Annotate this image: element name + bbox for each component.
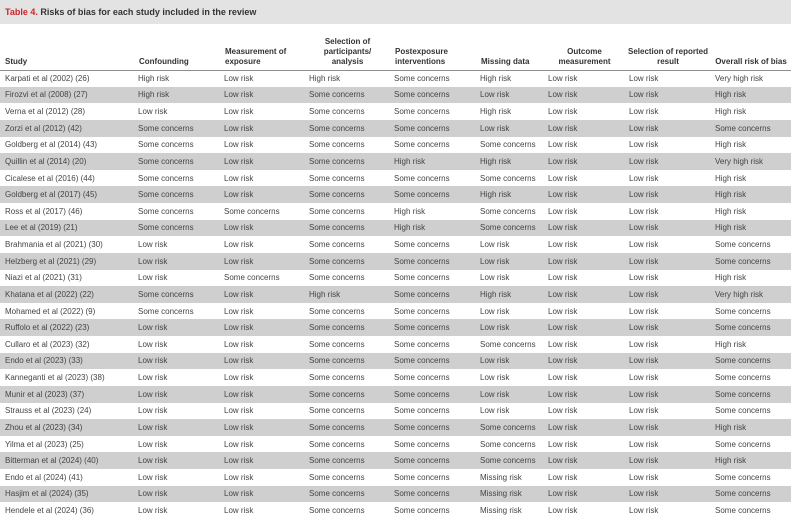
cell-outcome-measurement: Low risk (544, 419, 625, 436)
cell-missing-data: Some concerns (476, 436, 544, 453)
cell-confounding: Low risk (134, 319, 220, 336)
cell-measurement-of-exposure: Low risk (220, 137, 305, 154)
cell-outcome-measurement: Low risk (544, 502, 625, 519)
table-row (0, 253, 791, 270)
cell-postexposure-interventions: Some concerns (390, 137, 476, 154)
cell-study: Zhou et al (2023) (34) (0, 419, 134, 436)
table-row (0, 270, 791, 287)
cell-selection-of-participants: Some concerns (305, 270, 390, 287)
cell-postexposure-interventions: Some concerns (390, 253, 476, 270)
cell-selection-of-participants: Some concerns (305, 353, 390, 370)
cell-postexposure-interventions: Some concerns (390, 353, 476, 370)
cell-study: Kanneganti et al (2023) (38) (0, 369, 134, 386)
cell-study: Lee et al (2019) (21) (0, 220, 134, 237)
cell-selection-of-participants: Some concerns (305, 87, 390, 104)
cell-outcome-measurement: Low risk (544, 336, 625, 353)
cell-confounding: Some concerns (134, 303, 220, 320)
cell-outcome-measurement: Low risk (544, 319, 625, 336)
cell-postexposure-interventions: Some concerns (390, 87, 476, 104)
cell-study: Firozvi et al (2008) (27) (0, 87, 134, 104)
cell-selection-of-reported-result: Low risk (625, 236, 711, 253)
table-row (0, 386, 791, 403)
cell-study: Endo et al (2023) (33) (0, 353, 134, 370)
cell-selection-of-reported-result: Low risk (625, 386, 711, 403)
cell-overall-risk-of-bias: High risk (711, 137, 791, 154)
cell-selection-of-reported-result: Low risk (625, 469, 711, 486)
cell-postexposure-interventions: Some concerns (390, 486, 476, 503)
cell-measurement-of-exposure: Low risk (220, 220, 305, 237)
table-row (0, 236, 791, 253)
cell-selection-of-reported-result: Low risk (625, 502, 711, 519)
table-row (0, 336, 791, 353)
cell-selection-of-participants: Some concerns (305, 486, 390, 503)
cell-postexposure-interventions: Some concerns (390, 403, 476, 420)
cell-selection-of-participants: Some concerns (305, 103, 390, 120)
header-overall-risk-of-bias: Overall risk of bias (711, 26, 791, 70)
header-selection-of-reported-result: Selection of reported result (625, 26, 711, 70)
table-row (0, 286, 791, 303)
cell-outcome-measurement: Low risk (544, 386, 625, 403)
cell-selection-of-reported-result: Low risk (625, 203, 711, 220)
cell-confounding: Low risk (134, 436, 220, 453)
cell-postexposure-interventions: Some concerns (390, 236, 476, 253)
cell-selection-of-participants: Some concerns (305, 153, 390, 170)
cell-confounding: Low risk (134, 486, 220, 503)
cell-outcome-measurement: Low risk (544, 253, 625, 270)
cell-selection-of-participants: Some concerns (305, 236, 390, 253)
cell-postexposure-interventions: High risk (390, 220, 476, 237)
header-outcome-measurement: Outcome measurement (544, 26, 625, 70)
cell-selection-of-participants: Some concerns (305, 502, 390, 519)
cell-missing-data: Missing risk (476, 469, 544, 486)
cell-selection-of-participants: Some concerns (305, 120, 390, 137)
cell-confounding: Low risk (134, 469, 220, 486)
cell-outcome-measurement: Low risk (544, 303, 625, 320)
cell-study: Helzberg et al (2021) (29) (0, 253, 134, 270)
cell-overall-risk-of-bias: High risk (711, 336, 791, 353)
table-row (0, 486, 791, 503)
cell-measurement-of-exposure: Low risk (220, 153, 305, 170)
table-row (0, 203, 791, 220)
cell-selection-of-reported-result: Low risk (625, 186, 711, 203)
cell-overall-risk-of-bias: Some concerns (711, 319, 791, 336)
cell-selection-of-reported-result: Low risk (625, 103, 711, 120)
cell-confounding: Low risk (134, 386, 220, 403)
cell-missing-data: Low risk (476, 386, 544, 403)
cell-confounding: Low risk (134, 452, 220, 469)
cell-confounding: High risk (134, 70, 220, 87)
cell-confounding: Low risk (134, 403, 220, 420)
cell-study: Mohamed et al (2022) (9) (0, 303, 134, 320)
cell-measurement-of-exposure: Low risk (220, 303, 305, 320)
cell-outcome-measurement: Low risk (544, 286, 625, 303)
header-postexposure-interventions: Postexposure interventions (390, 26, 476, 70)
cell-measurement-of-exposure: Some concerns (220, 270, 305, 287)
cell-overall-risk-of-bias: Some concerns (711, 436, 791, 453)
cell-missing-data: Some concerns (476, 170, 544, 187)
cell-confounding: Low risk (134, 103, 220, 120)
table-body (0, 70, 791, 519)
cell-overall-risk-of-bias: Some concerns (711, 403, 791, 420)
cell-study: Brahmania et al (2021) (30) (0, 236, 134, 253)
cell-postexposure-interventions: Some concerns (390, 186, 476, 203)
cell-measurement-of-exposure: Low risk (220, 419, 305, 436)
cell-postexposure-interventions: Some concerns (390, 469, 476, 486)
cell-outcome-measurement: Low risk (544, 270, 625, 287)
cell-confounding: Low risk (134, 253, 220, 270)
cell-measurement-of-exposure: Low risk (220, 502, 305, 519)
cell-selection-of-participants: Some concerns (305, 253, 390, 270)
cell-missing-data: Low risk (476, 120, 544, 137)
cell-selection-of-participants: Some concerns (305, 452, 390, 469)
cell-outcome-measurement: Low risk (544, 436, 625, 453)
cell-outcome-measurement: Low risk (544, 70, 625, 87)
cell-measurement-of-exposure: Low risk (220, 452, 305, 469)
cell-measurement-of-exposure: Low risk (220, 103, 305, 120)
cell-selection-of-participants: Some concerns (305, 186, 390, 203)
cell-measurement-of-exposure: Low risk (220, 486, 305, 503)
cell-confounding: Some concerns (134, 220, 220, 237)
cell-outcome-measurement: Low risk (544, 137, 625, 154)
cell-measurement-of-exposure: Low risk (220, 236, 305, 253)
cell-study: Goldberg et al (2014) (43) (0, 137, 134, 154)
cell-overall-risk-of-bias: Some concerns (711, 303, 791, 320)
cell-postexposure-interventions: Some concerns (390, 170, 476, 187)
cell-outcome-measurement: Low risk (544, 486, 625, 503)
cell-confounding: Low risk (134, 369, 220, 386)
cell-study: Cicalese et al (2016) (44) (0, 170, 134, 187)
cell-selection-of-reported-result: Low risk (625, 419, 711, 436)
cell-study: Hendele et al (2024) (36) (0, 502, 134, 519)
cell-selection-of-reported-result: Low risk (625, 336, 711, 353)
cell-postexposure-interventions: Some concerns (390, 286, 476, 303)
table-row (0, 419, 791, 436)
cell-postexposure-interventions: Some concerns (390, 502, 476, 519)
cell-overall-risk-of-bias: Some concerns (711, 236, 791, 253)
cell-outcome-measurement: Low risk (544, 186, 625, 203)
cell-missing-data: Some concerns (476, 336, 544, 353)
cell-selection-of-reported-result: Low risk (625, 303, 711, 320)
cell-measurement-of-exposure: Low risk (220, 253, 305, 270)
cell-study: Bitterman et al (2024) (40) (0, 452, 134, 469)
cell-overall-risk-of-bias: Some concerns (711, 253, 791, 270)
cell-measurement-of-exposure: Low risk (220, 469, 305, 486)
cell-outcome-measurement: Low risk (544, 170, 625, 187)
cell-study: Strauss et al (2023) (24) (0, 403, 134, 420)
table-row (0, 103, 791, 120)
table-row (0, 170, 791, 187)
header-study: Study (0, 26, 134, 70)
cell-study: Khatana et al (2022) (22) (0, 286, 134, 303)
cell-study: Karpati et al (2002) (26) (0, 70, 134, 87)
cell-outcome-measurement: Low risk (544, 153, 625, 170)
table-row (0, 319, 791, 336)
cell-measurement-of-exposure: Low risk (220, 319, 305, 336)
cell-overall-risk-of-bias: High risk (711, 203, 791, 220)
cell-confounding: Low risk (134, 419, 220, 436)
cell-outcome-measurement: Low risk (544, 203, 625, 220)
cell-selection-of-participants: Some concerns (305, 386, 390, 403)
cell-postexposure-interventions: Some concerns (390, 419, 476, 436)
cell-measurement-of-exposure: Low risk (220, 70, 305, 87)
cell-measurement-of-exposure: Low risk (220, 286, 305, 303)
cell-postexposure-interventions: Some concerns (390, 369, 476, 386)
cell-confounding: Some concerns (134, 186, 220, 203)
cell-selection-of-participants: Some concerns (305, 170, 390, 187)
header-selection-of-participants: Selection of participants/ analysis (305, 26, 390, 70)
cell-postexposure-interventions: Some concerns (390, 70, 476, 87)
cell-study: Goldberg et al (2017) (45) (0, 186, 134, 203)
table-row (0, 452, 791, 469)
cell-selection-of-reported-result: Low risk (625, 87, 711, 104)
table-row (0, 186, 791, 203)
table-title: Risks of bias for each study included in the review (40, 7, 257, 17)
table-row (0, 220, 791, 237)
cell-postexposure-interventions: Some concerns (390, 336, 476, 353)
cell-study: Ross et al (2017) (46) (0, 203, 134, 220)
cell-confounding: Low risk (134, 502, 220, 519)
cell-overall-risk-of-bias: Some concerns (711, 120, 791, 137)
cell-confounding: Some concerns (134, 120, 220, 137)
header-missing-data: Missing data (476, 26, 544, 70)
cell-selection-of-participants: Some concerns (305, 303, 390, 320)
cell-study: Hasjim et al (2024) (35) (0, 486, 134, 503)
cell-postexposure-interventions: Some concerns (390, 436, 476, 453)
cell-study: Munir et al (2023) (37) (0, 386, 134, 403)
cell-missing-data: Low risk (476, 303, 544, 320)
cell-study: Ruffolo et al (2022) (23) (0, 319, 134, 336)
table-row (0, 403, 791, 420)
cell-missing-data: Low risk (476, 236, 544, 253)
table-label: Table 4. (5, 7, 38, 17)
cell-missing-data: Low risk (476, 403, 544, 420)
table-row (0, 502, 791, 519)
cell-missing-data: Some concerns (476, 220, 544, 237)
cell-selection-of-reported-result: Low risk (625, 353, 711, 370)
cell-postexposure-interventions: High risk (390, 203, 476, 220)
cell-overall-risk-of-bias: High risk (711, 270, 791, 287)
cell-postexposure-interventions: Some concerns (390, 120, 476, 137)
cell-overall-risk-of-bias: Very high risk (711, 70, 791, 87)
cell-selection-of-reported-result: Low risk (625, 369, 711, 386)
cell-measurement-of-exposure: Low risk (220, 336, 305, 353)
cell-outcome-measurement: Low risk (544, 87, 625, 104)
cell-measurement-of-exposure: Low risk (220, 170, 305, 187)
risk-of-bias-table (0, 26, 791, 519)
cell-missing-data: Low risk (476, 353, 544, 370)
cell-study: Zorzi et al (2012) (42) (0, 120, 134, 137)
cell-overall-risk-of-bias: High risk (711, 186, 791, 203)
cell-confounding: Low risk (134, 353, 220, 370)
table-row (0, 353, 791, 370)
cell-postexposure-interventions: Some concerns (390, 386, 476, 403)
cell-postexposure-interventions: Some concerns (390, 452, 476, 469)
cell-confounding: Some concerns (134, 170, 220, 187)
cell-missing-data: Some concerns (476, 452, 544, 469)
cell-missing-data: High risk (476, 103, 544, 120)
cell-selection-of-participants: Some concerns (305, 336, 390, 353)
cell-outcome-measurement: Low risk (544, 469, 625, 486)
cell-overall-risk-of-bias: High risk (711, 170, 791, 187)
table-caption (0, 0, 791, 24)
cell-overall-risk-of-bias: High risk (711, 87, 791, 104)
cell-outcome-measurement: Low risk (544, 220, 625, 237)
cell-study: Endo et al (2024) (41) (0, 469, 134, 486)
cell-missing-data: Low risk (476, 369, 544, 386)
cell-measurement-of-exposure: Low risk (220, 386, 305, 403)
cell-selection-of-participants: Some concerns (305, 220, 390, 237)
cell-measurement-of-exposure: Some concerns (220, 203, 305, 220)
cell-measurement-of-exposure: Low risk (220, 403, 305, 420)
cell-missing-data: Missing risk (476, 502, 544, 519)
cell-overall-risk-of-bias: Some concerns (711, 502, 791, 519)
cell-selection-of-reported-result: Low risk (625, 220, 711, 237)
cell-outcome-measurement: Low risk (544, 369, 625, 386)
cell-selection-of-participants: High risk (305, 70, 390, 87)
cell-selection-of-participants: Some concerns (305, 469, 390, 486)
table-row (0, 120, 791, 137)
cell-overall-risk-of-bias: Some concerns (711, 369, 791, 386)
cell-measurement-of-exposure: Low risk (220, 186, 305, 203)
cell-missing-data: High risk (476, 186, 544, 203)
cell-postexposure-interventions: High risk (390, 153, 476, 170)
cell-confounding: Some concerns (134, 153, 220, 170)
cell-study: Verna et al (2012) (28) (0, 103, 134, 120)
cell-confounding: High risk (134, 87, 220, 104)
cell-selection-of-reported-result: Low risk (625, 153, 711, 170)
cell-overall-risk-of-bias: Some concerns (711, 486, 791, 503)
cell-postexposure-interventions: Some concerns (390, 103, 476, 120)
cell-overall-risk-of-bias: High risk (711, 419, 791, 436)
cell-study: Quillin et al (2014) (20) (0, 153, 134, 170)
cell-selection-of-participants: Some concerns (305, 319, 390, 336)
header-confounding: Confounding (134, 26, 220, 70)
cell-overall-risk-of-bias: Some concerns (711, 386, 791, 403)
cell-missing-data: High risk (476, 153, 544, 170)
cell-selection-of-reported-result: Low risk (625, 486, 711, 503)
cell-study: Niazi et al (2021) (31) (0, 270, 134, 287)
cell-selection-of-reported-result: Low risk (625, 436, 711, 453)
cell-postexposure-interventions: Some concerns (390, 303, 476, 320)
cell-selection-of-reported-result: Low risk (625, 270, 711, 287)
cell-measurement-of-exposure: Low risk (220, 369, 305, 386)
table-header-row (0, 26, 791, 70)
cell-confounding: Some concerns (134, 286, 220, 303)
cell-selection-of-reported-result: Low risk (625, 319, 711, 336)
cell-selection-of-participants: High risk (305, 286, 390, 303)
cell-missing-data: Some concerns (476, 137, 544, 154)
table-row (0, 137, 791, 154)
cell-selection-of-participants: Some concerns (305, 403, 390, 420)
cell-overall-risk-of-bias: High risk (711, 452, 791, 469)
cell-selection-of-reported-result: Low risk (625, 452, 711, 469)
cell-missing-data: Low risk (476, 270, 544, 287)
header-measurement-of-exposure: Measurement of exposure (220, 26, 305, 70)
cell-study: Cullaro et al (2023) (32) (0, 336, 134, 353)
cell-selection-of-participants: Some concerns (305, 137, 390, 154)
cell-confounding: Low risk (134, 336, 220, 353)
cell-overall-risk-of-bias: Some concerns (711, 469, 791, 486)
cell-outcome-measurement: Low risk (544, 236, 625, 253)
table-row (0, 369, 791, 386)
cell-outcome-measurement: Low risk (544, 103, 625, 120)
cell-outcome-measurement: Low risk (544, 353, 625, 370)
cell-missing-data: High risk (476, 286, 544, 303)
cell-measurement-of-exposure: Low risk (220, 353, 305, 370)
cell-overall-risk-of-bias: Very high risk (711, 153, 791, 170)
cell-measurement-of-exposure: Low risk (220, 87, 305, 104)
cell-missing-data: High risk (476, 70, 544, 87)
cell-selection-of-participants: Some concerns (305, 203, 390, 220)
cell-postexposure-interventions: Some concerns (390, 270, 476, 287)
cell-confounding: Some concerns (134, 203, 220, 220)
table-row (0, 469, 791, 486)
cell-selection-of-reported-result: Low risk (625, 170, 711, 187)
cell-overall-risk-of-bias: Very high risk (711, 286, 791, 303)
table-row (0, 70, 791, 87)
cell-measurement-of-exposure: Low risk (220, 436, 305, 453)
cell-outcome-measurement: Low risk (544, 403, 625, 420)
cell-postexposure-interventions: Some concerns (390, 319, 476, 336)
cell-overall-risk-of-bias: Some concerns (711, 353, 791, 370)
cell-confounding: Low risk (134, 236, 220, 253)
cell-missing-data: Low risk (476, 319, 544, 336)
cell-study: Yilma et al (2023) (25) (0, 436, 134, 453)
cell-selection-of-reported-result: Low risk (625, 286, 711, 303)
cell-selection-of-reported-result: Low risk (625, 120, 711, 137)
cell-overall-risk-of-bias: High risk (711, 103, 791, 120)
cell-selection-of-reported-result: Low risk (625, 403, 711, 420)
cell-selection-of-reported-result: Low risk (625, 70, 711, 87)
table-row (0, 436, 791, 453)
cell-missing-data: Some concerns (476, 203, 544, 220)
cell-missing-data: Low risk (476, 87, 544, 104)
cell-missing-data: Some concerns (476, 419, 544, 436)
table-row (0, 153, 791, 170)
cell-selection-of-participants: Some concerns (305, 419, 390, 436)
cell-selection-of-participants: Some concerns (305, 436, 390, 453)
cell-confounding: Low risk (134, 270, 220, 287)
cell-outcome-measurement: Low risk (544, 120, 625, 137)
cell-missing-data: Low risk (476, 253, 544, 270)
cell-selection-of-reported-result: Low risk (625, 253, 711, 270)
table-row (0, 87, 791, 104)
cell-selection-of-reported-result: Low risk (625, 137, 711, 154)
cell-outcome-measurement: Low risk (544, 452, 625, 469)
cell-overall-risk-of-bias: High risk (711, 220, 791, 237)
table-row (0, 303, 791, 320)
cell-selection-of-participants: Some concerns (305, 369, 390, 386)
cell-missing-data: Missing risk (476, 486, 544, 503)
cell-measurement-of-exposure: Low risk (220, 120, 305, 137)
cell-confounding: Some concerns (134, 137, 220, 154)
